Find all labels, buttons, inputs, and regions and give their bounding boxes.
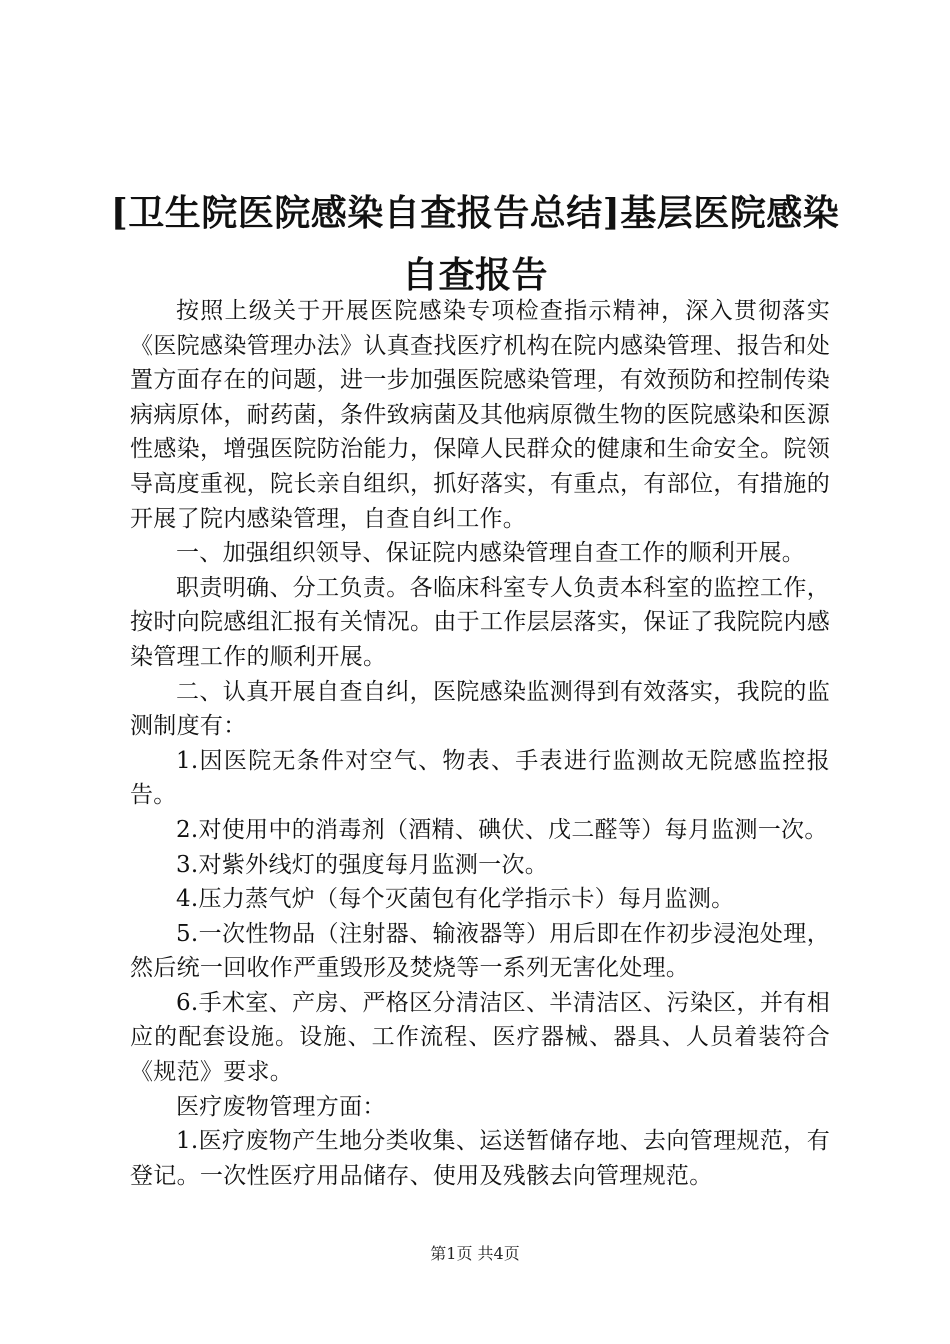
paragraph-intro: 按照上级关于开展医院感染专项检查指示精神，深入贯彻落实《医院感染管理办法》认真查找医疗机构在院内感染管理、报告和处置方面存在的问题，进一步加强医院感染管理，有效预防和控制传染病病原体，耐药菌，条件致病菌及其他病原微生物的医院感染和医源性感染，增强医院防治能力，保障人民群众的健康和生命安全。院领导高度重视，院长亲自组织，抓好落实，有重点，有部位，有措施的开展了院内感染管理，自查自纠工作。 [130, 298, 830, 532]
paragraph-responsibilities: 职责明确、分工负责。各临床科室专人负责本科室的监控工作，按时向院感组汇报有关情况。由于工作层层落实，保证了我院院内感染管理工作的顺利开展。 [130, 574, 830, 670]
paragraph-section-2-heading: 二、认真开展自查自纠，医院感染监测得到有效落实，我院的监测制度有： [130, 678, 830, 740]
title-line-1: [卫生院医院感染自查报告总结]基层医院感染 [110, 192, 840, 234]
paragraph-waste-item-1: 1.医疗废物产生地分类收集、运送暂储存地、去向管理规范，有登记。一次性医疗用品储存、使用及残骸去向管理规范。 [130, 1128, 830, 1189]
paragraph-waste-heading: 医疗废物管理方面： [176, 1093, 386, 1120]
paragraph-section-1-heading: 一、加强组织领导、保证院内感染管理自查工作的顺利开展。 [176, 540, 806, 567]
paragraph-item-4: 4.压力蒸气炉（每个灭菌包有化学指示卡）每月监测。 [176, 886, 735, 913]
title-line-2: 自查报告 [401, 254, 548, 296]
page-number-footer: 第1页 共4页 [430, 1244, 520, 1263]
document-body [130, 294, 830, 1193]
paragraph-item-1: 1.因医院无条件对空气、物表、手表进行监测故无院感监控报告。 [130, 747, 830, 809]
document-title [60, 182, 890, 306]
paragraph-item-2: 2.对使用中的消毒剂（酒精、碘伏、戊二醛等）每月监测一次。 [176, 816, 828, 843]
paragraph-item-3: 3.对紫外线灯的强度每月监测一次。 [176, 851, 549, 878]
paragraph-item-5: 5.一次性物品（注射器、输液器等）用后即在作初步浸泡处理，然后统一回收作严重毁形及焚烧等一系列无害化处理。 [130, 920, 830, 982]
paragraph-item-6: 6.手术室、产房、严格区分清洁区、半清洁区、污染区，并有相应的配套设施。设施、工作流程、医疗器械、器具、人员着装符合《规范》要求。 [130, 989, 830, 1086]
